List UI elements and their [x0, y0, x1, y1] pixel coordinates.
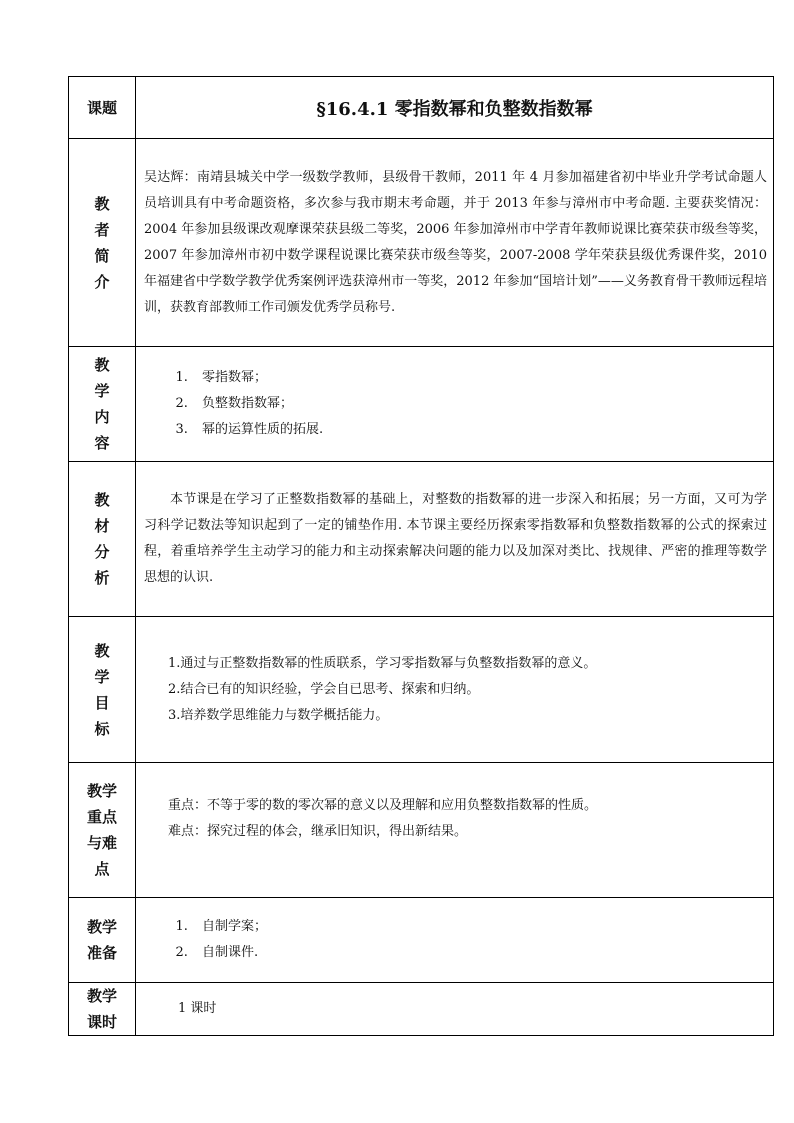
label-char: 学: [94, 382, 110, 400]
topic-label: 课题: [69, 77, 136, 139]
list-item: 1. 零指数幂；: [192, 365, 773, 391]
teacher-profile-row: [69, 139, 774, 347]
label-char: 教: [94, 491, 110, 509]
teaching-content-cell: [136, 347, 774, 462]
teaching-content-row: [69, 347, 774, 462]
label-char: 内: [94, 408, 110, 426]
preparation-row: [69, 898, 774, 983]
difficulty-text: 难点：探究过程的体会，继承旧知识，得出新结果。: [168, 824, 468, 839]
label-char: 析: [94, 569, 110, 587]
key-points-cell: [136, 763, 774, 898]
goal-item: 3.培养数学思维能力与数学概括能力。: [168, 707, 389, 723]
label-char: 标: [94, 719, 110, 738]
label-line: 教学: [86, 987, 117, 1005]
preparation-label: [69, 898, 136, 983]
label-char: 容: [94, 434, 110, 452]
topic-row: [69, 77, 774, 139]
teaching-goals-row: [69, 617, 774, 763]
lesson-plan-table: [68, 76, 774, 1036]
teacher-profile-cell: [136, 139, 774, 347]
teaching-goals-cell: [136, 617, 774, 763]
label-char: 学: [94, 667, 110, 686]
key-point-text: 重点：不等于零的数的零次幂的意义以及理解和应用负整数指数幂的性质。: [168, 798, 598, 813]
list-item: 2. 负整数指数幂；: [192, 391, 773, 417]
label-line: 准备: [86, 944, 117, 962]
label-line: 教学: [86, 918, 117, 936]
preparation-list: [136, 914, 773, 966]
goal-item: 2.结合已有的知识经验，学会自已思考、探索和归纳。: [168, 681, 480, 697]
class-hours-row: [69, 983, 774, 1036]
label-char: 分: [94, 543, 110, 561]
label-char: 教: [94, 356, 110, 374]
label-char: 材: [94, 517, 110, 535]
material-analysis-row: [69, 462, 774, 617]
class-hours-label: [69, 983, 136, 1036]
list-item: 3. 幂的运算性质的拓展.: [192, 417, 773, 443]
label-char: 教: [94, 194, 110, 213]
teaching-content-label: [69, 347, 136, 462]
label-line: 与难: [86, 834, 117, 852]
list-item: 2. 自制课件.: [192, 940, 773, 966]
preparation-cell: [136, 898, 774, 983]
key-points-label: [69, 763, 136, 898]
teacher-profile-label: [69, 139, 136, 347]
teaching-content-list: [136, 365, 773, 443]
label-char: 介: [94, 272, 110, 291]
label-line: 重点: [86, 808, 117, 826]
label-char: 目: [94, 693, 110, 712]
material-analysis-text: 本节课是在学习了正整数指数幂的基础上，对整数的指数幂的进一步深入和拓展；另一方面，又可为学习科学记数法等知识起到了一定的铺垫作用. 本节课主要经历探索零指数幂和负整数指数幂的公式的探索过程，着重培养学生主动学习的能力和主动探索解决问题的能力以及加深对类比、找规律、严密的推理等数学思想的认识.: [144, 492, 767, 585]
label-char: 简: [94, 246, 110, 265]
class-hours-cell: [136, 983, 774, 1036]
goal-item: 1.通过与正整数指数幂的性质联系，学习零指数幂与负整数指数幂的意义。: [168, 655, 597, 671]
key-points-row: [69, 763, 774, 898]
label-char: 教: [94, 641, 110, 660]
material-analysis-cell: [136, 462, 774, 617]
class-hours-value: 1 课时: [178, 1001, 217, 1016]
teaching-goals-label: [69, 617, 136, 763]
lesson-title: §16.4.1 零指数幂和负整数指数幂: [136, 77, 774, 139]
label-line: 点: [94, 860, 110, 878]
label-line: 课时: [86, 1013, 117, 1031]
material-analysis-label: [69, 462, 136, 617]
teacher-profile-text: 吴达辉：南靖县城关中学一级数学教师，县级骨干教师，2011 年 4 月参加福建省初中毕业升学考试命题人员培训具有中考命题资格，多次参与我市期末考命题，并于 2013 年参与漳州市中考命题. 主要获奖情况：2004 年参加县级课改观摩课荣获县级二等奖，2006 年参加漳州市中学青年教师说课比赛荣获市级叁等奖，2007 年参加漳州市初中数学课程说课比赛荣获市级叁等奖，2007-2008 学年荣获县级优秀课件奖，2010 年福建省中学数学教学优秀案例评选获漳州市一等奖，2012 年参加“国培计划”——义务教育骨干教师远程培训，获教育部教师工作司颁发优秀学员称号.: [144, 169, 767, 315]
label-char: 者: [94, 220, 110, 239]
list-item: 1. 自制学案；: [192, 914, 773, 940]
label-line: 教学: [86, 782, 117, 800]
